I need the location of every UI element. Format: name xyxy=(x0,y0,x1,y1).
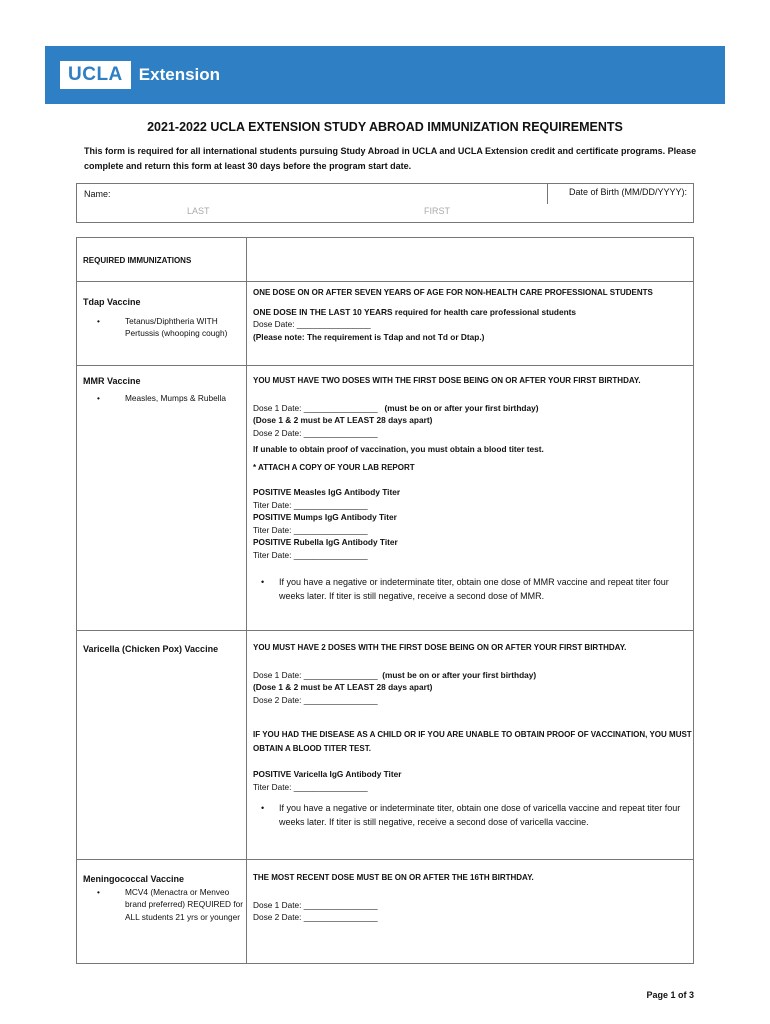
varicella-dose1-note: (must be on or after your first birthday) xyxy=(382,669,537,680)
column-divider xyxy=(246,238,247,963)
mmr-negative-note: • If you have a negative or indeterminate titer, obtain one dose of MMR vaccine and repeat titer four weeks later. If titer is still negative, receive a second dose of MMR. xyxy=(253,575,693,603)
header-banner xyxy=(45,46,725,104)
tdap-requirements xyxy=(253,287,693,343)
varicella-dose1 xyxy=(253,669,693,682)
mmr-bullet: • Measles, Mumps & Rubella xyxy=(83,392,241,405)
mmr-measles-date: Titer Date: ________________ xyxy=(253,499,368,510)
mening-dose2-date: Dose 2 Date: ________________ xyxy=(253,912,378,922)
row-divider xyxy=(77,630,693,631)
varicella-titer-req: IF YOU HAD THE DISEASE AS A CHILD OR IF YOU ARE UNABLE TO OBTAIN PROOF OF VACCINATION, YOU MUST OBTAIN A BLOOD TITER TEST. xyxy=(253,730,692,753)
mmr-dose2-date: Dose 2 Date: ________________ xyxy=(253,427,378,438)
mmr-cell xyxy=(83,375,241,404)
varicella-name: Varicella (Chicken Pox) Vaccine xyxy=(83,644,219,654)
mmr-dose1-date: Dose 1 Date: ________________ xyxy=(253,402,378,413)
page-number: Page 1 of 3 xyxy=(646,990,694,1000)
varicella-requirements xyxy=(253,642,693,829)
tdap-name: Tdap Vaccine xyxy=(83,297,141,307)
varicella-dose1-date: Dose 1 Date: ________________ xyxy=(253,669,378,680)
mmr-dose1 xyxy=(253,402,693,415)
mmr-interval: (Dose 1 & 2 must be AT LEAST 28 days apart) xyxy=(253,415,433,425)
table-header: REQUIRED IMMUNIZATIONS xyxy=(83,256,192,265)
mmr-attach: * ATTACH A COPY OF YOUR LAB REPORT xyxy=(253,462,415,472)
row-divider xyxy=(77,859,693,860)
varicella-titer-date: Titer Date: ________________ xyxy=(253,781,368,792)
logo-extension: Extension xyxy=(138,65,221,84)
mening-cell xyxy=(83,873,244,923)
dob-label: Date of Birth (MM/DD/YYYY): xyxy=(568,187,687,197)
tdap-bullet: • Tetanus/Diphtheria WITH Pertussis (whooping cough) xyxy=(83,315,241,340)
tdap-req1: ONE DOSE ON OR AFTER SEVEN YEARS OF AGE FOR NON-HEALTH CARE PROFESSIONAL STUDENTS xyxy=(253,288,653,297)
mmr-mumps-titer: POSITIVE Mumps IgG Antibody Titer xyxy=(253,512,397,522)
mening-bullet: • MCV4 (Menactra or Menveo brand preferred) REQUIRED for ALL students 21 yrs or younger xyxy=(83,886,245,924)
mmr-mumps-date: Titer Date: ________________ xyxy=(253,524,368,535)
row-divider xyxy=(77,365,693,366)
varicella-cell xyxy=(83,643,241,656)
mmr-rubella-titer: POSITIVE Rubella IgG Antibody Titer xyxy=(253,537,398,547)
tdap-cell xyxy=(83,296,241,340)
immunization-table xyxy=(76,237,694,964)
tdap-note: (Please note: The requirement is Tdap and not Td or Dtap.) xyxy=(253,331,485,342)
varicella-interval: (Dose 1 & 2 must be AT LEAST 28 days apart) xyxy=(253,682,433,692)
row-divider xyxy=(77,281,693,282)
mening-requirements xyxy=(253,872,693,924)
mmr-req: YOU MUST HAVE TWO DOSES WITH THE FIRST DOSE BEING ON OR AFTER YOUR FIRST BIRTHDAY. xyxy=(253,376,641,385)
dob-divider xyxy=(547,184,548,204)
name-box xyxy=(76,183,694,223)
logo-ucla: UCLA xyxy=(60,61,131,89)
name-label: Name: xyxy=(84,189,111,199)
last-name-hint: LAST xyxy=(187,206,210,216)
tdap-req2: ONE DOSE IN THE LAST 10 YEARS required for health care professional students xyxy=(253,306,577,317)
mmr-requirements xyxy=(253,375,693,603)
mmr-name: MMR Vaccine xyxy=(83,376,141,386)
varicella-titer: POSITIVE Varicella IgG Antibody Titer xyxy=(253,769,402,779)
ucla-extension-logo xyxy=(60,60,220,90)
mmr-rubella-date: Titer Date: ________________ xyxy=(253,549,368,560)
varicella-req: YOU MUST HAVE 2 DOSES WITH THE FIRST DOSE BEING ON OR AFTER YOUR FIRST BIRTHDAY. xyxy=(253,643,627,652)
mmr-titer-req: If unable to obtain proof of vaccination, you must obtain a blood titer test. xyxy=(253,444,544,454)
mmr-measles-titer: POSITIVE Measles IgG Antibody Titer xyxy=(253,487,401,497)
first-name-hint: FIRST xyxy=(424,206,450,216)
varicella-negative-note: • If you have a negative or indeterminate titer, obtain one dose of varicella vaccine and repeat titer four weeks later. If titer is still negative, receive a second dose of varicella vaccine. xyxy=(253,801,693,829)
page-title: 2021-2022 UCLA EXTENSION STUDY ABROAD IMMUNIZATION REQUIREMENTS xyxy=(147,120,623,134)
intro-text: This form is required for all international students pursuing Study Abroad in UCLA and UCLA Extension credit and certificate programs. Please complete and return this form at least 30 days before the program start date. xyxy=(84,146,697,171)
mening-req: THE MOST RECENT DOSE MUST BE ON OR AFTER THE 16TH BIRTHDAY. xyxy=(253,873,534,882)
varicella-dose2-date: Dose 2 Date: ________________ xyxy=(253,694,378,705)
mmr-dose1-note: (must be on or after your first birthday) xyxy=(384,402,539,413)
tdap-dose-date: Dose Date: ________________ xyxy=(253,319,371,329)
mening-dose1-date: Dose 1 Date: ________________ xyxy=(253,899,378,910)
mening-name: Meningococcal Vaccine xyxy=(83,874,185,884)
